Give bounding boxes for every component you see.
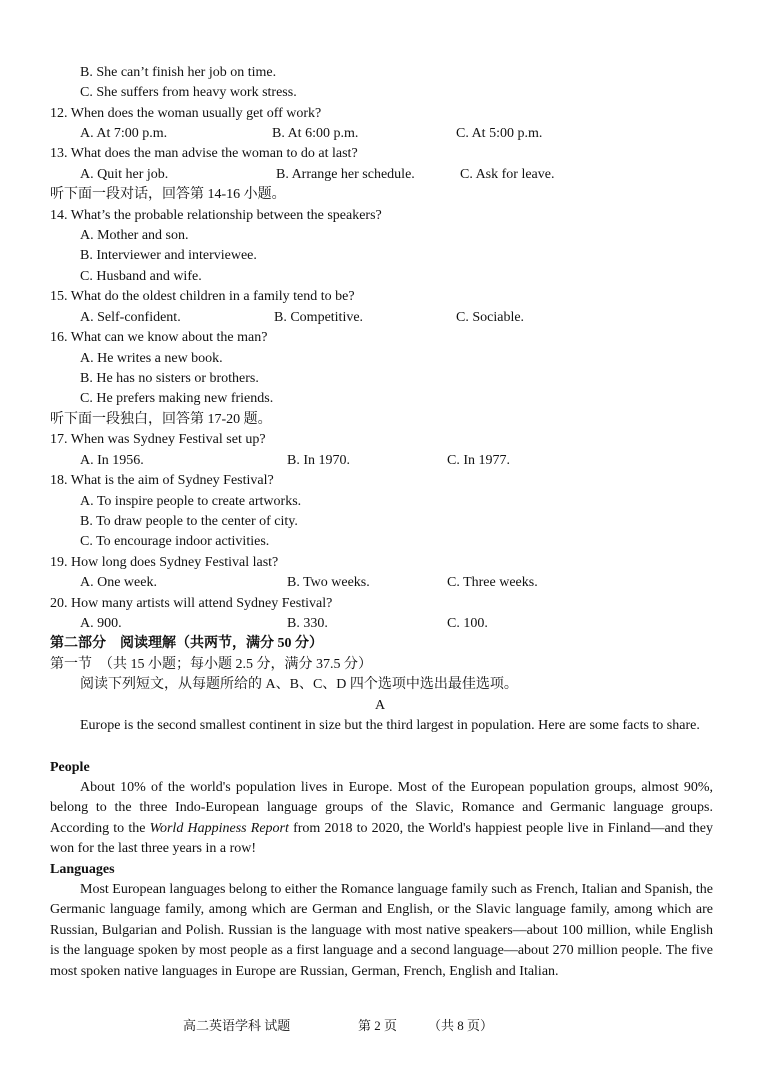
q19-option-c: C. Three weeks. [447, 575, 538, 590]
q15-option-a: A. Self-confident. [80, 310, 181, 325]
people-paragraph [50, 778, 713, 860]
question-14: 14. What’s the probable relationship between the speakers? [50, 208, 382, 223]
q18-option-b: B. To draw people to the center of city. [80, 514, 298, 529]
q19-option-a: A. One week. [80, 575, 157, 590]
passage-intro [50, 716, 713, 736]
question-19: 19. How long does Sydney Festival last? [50, 555, 279, 570]
q18-option-c: C. To encourage indoor activities. [80, 534, 270, 549]
footer-subject: 高二英语学科 试题 [183, 1018, 291, 1033]
q16-option-a: A. He writes a new book. [80, 351, 223, 366]
q12-option-c: C. At 5:00 p.m. [456, 126, 543, 141]
q13-option-a: A. Quit her job. [80, 167, 169, 182]
footer-page-number: 第 2 页 [358, 1018, 398, 1033]
question-20: 20. How many artists will attend Sydney Festival? [50, 596, 333, 611]
q18-option-a: A. To inspire people to create artworks. [80, 494, 302, 509]
instruction-14-16: 听下面一段对话，回答第 14-16 小题。 [50, 187, 286, 202]
languages-text: Most European languages belong to either the Romance language family such as French, Italian and Spanish, the Germanic language family, among which are German and English, or the Slavic language family, among which are Russian, Bulgarian and Polish. Russian is the language with most native speakers—about 100 million, while English is the language spoken by most people as a first language and a second language—about 270 million people. The five most spoken native languages in Europe are Russian, German, French, English and Italian. [50, 882, 713, 979]
people-text-2: from 2018 to 2020, the World's happiest people live in Finland—and they won for the last three years in a row! [50, 820, 713, 857]
q14-option-b: B. Interviewer and interviewee. [80, 248, 257, 263]
languages-paragraph [50, 880, 713, 982]
question-16: 16. What can we know about the man? [50, 330, 268, 345]
q17-option-c: C. In 1977. [447, 453, 510, 468]
instruction-17-20: 听下面一段独白，回答第 17-20 题。 [50, 412, 272, 427]
q11-option-b: B. She can’t finish her job on time. [80, 65, 277, 80]
part2-heading: 第二部分 阅读理解（共两节，满分 50 分） [50, 636, 323, 651]
q12-option-b: B. At 6:00 p.m. [272, 126, 359, 141]
languages-heading: Languages [50, 862, 115, 877]
passage-intro-text: Europe is the second smallest continent in size but the third largest in population. Here are some facts to share. [80, 718, 700, 733]
question-18: 18. What is the aim of Sydney Festival? [50, 473, 274, 488]
q20-option-b: B. 330. [287, 616, 328, 631]
q12-option-a: A. At 7:00 p.m. [80, 126, 168, 141]
q17-option-a: A. In 1956. [80, 453, 144, 468]
q15-option-c: C. Sociable. [456, 310, 525, 325]
q16-option-c: C. He prefers making new friends. [80, 391, 274, 406]
q20-option-a: A. 900. [80, 616, 122, 631]
q20-option-c: C. 100. [447, 616, 488, 631]
question-15: 15. What do the oldest children in a family tend to be? [50, 289, 355, 304]
q19-option-b: B. Two weeks. [287, 575, 370, 590]
reading-direction: 阅读下列短文，从每题所给的 A、B、C、D 四个选项中选出最佳选项。 [80, 677, 518, 692]
q11-option-c: C. She suffers from heavy work stress. [80, 85, 297, 100]
footer-total-pages: （共 8 页） [428, 1018, 494, 1033]
question-13: 13. What does the man advise the woman to do at last? [50, 146, 358, 161]
section1-heading: 第一节 （共 15 小题；每小题 2.5 分，满分 37.5 分） [50, 657, 372, 672]
people-text-1: About 10% of the world's population lives in Europe. Most of the European population groups, almost 90%, belong to the three Indo-European language groups of the Slavic, Romance and Germanic language groups. According to the [50, 780, 713, 836]
q13-option-c: C. Ask for leave. [460, 167, 555, 182]
report-title: World Happiness Report [149, 820, 289, 836]
people-heading: People [50, 760, 90, 775]
q14-option-a: A. Mother and son. [80, 228, 189, 243]
q16-option-b: B. He has no sisters or brothers. [80, 371, 259, 386]
q14-option-c: C. Husband and wife. [80, 269, 202, 284]
question-17: 17. When was Sydney Festival set up? [50, 432, 266, 447]
passage-label: A [374, 698, 386, 713]
question-12: 12. When does the woman usually get off work? [50, 106, 322, 121]
q17-option-b: B. In 1970. [287, 453, 350, 468]
q13-option-b: B. Arrange her schedule. [276, 167, 415, 182]
q15-option-b: B. Competitive. [274, 310, 364, 325]
